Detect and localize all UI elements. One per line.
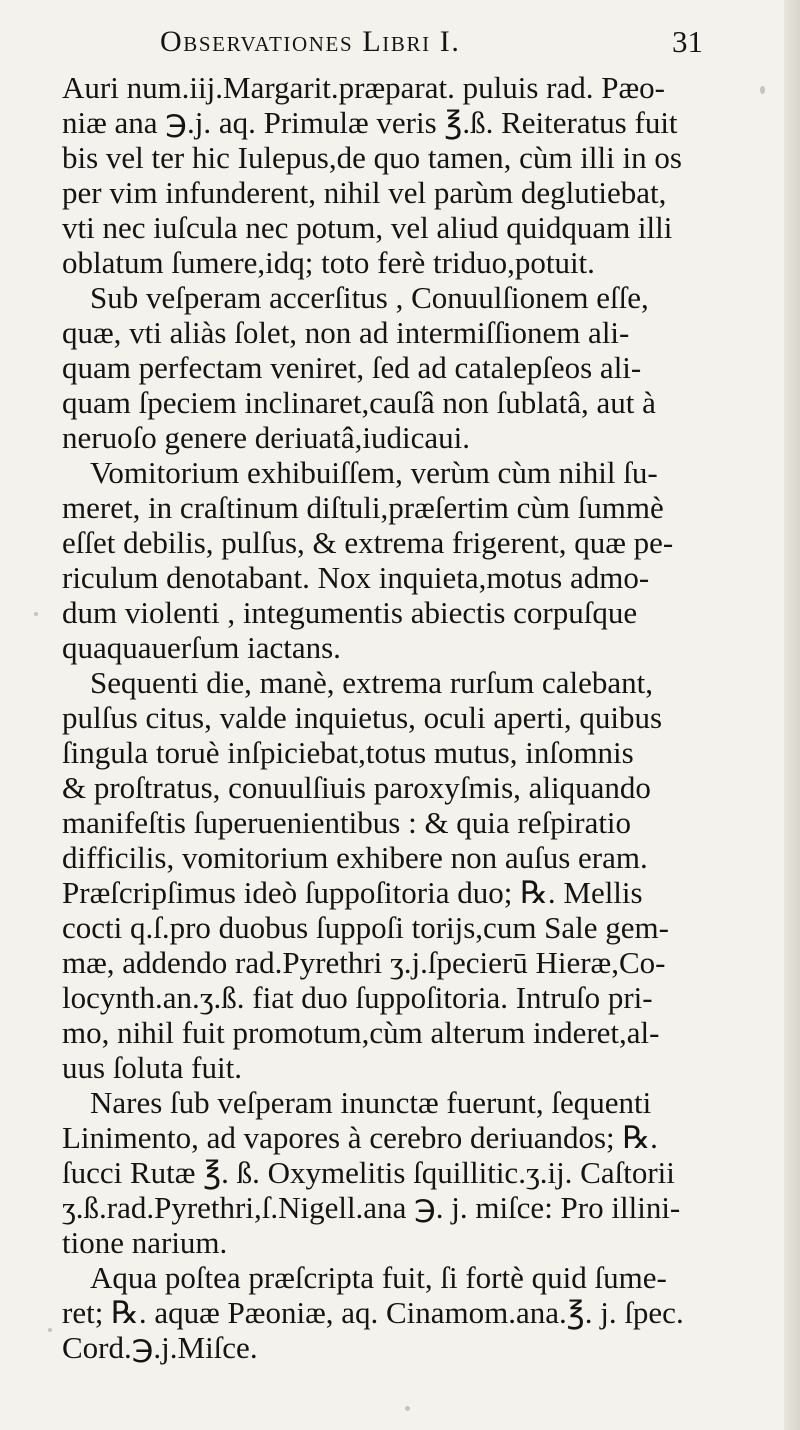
text-line: neruoſo genere deriuatâ,iudicaui. <box>62 420 470 455</box>
text-line: uus ſoluta fuit. <box>62 1050 242 1085</box>
text-line: manifeſtis ſuperuenientibus : & quia reſpiratio <box>62 805 632 840</box>
text-line: bis vel ter hic Iulepus,de quo tamen, cùm illi in os <box>62 140 682 175</box>
body-text <box>62 70 722 1365</box>
page-number: 31 <box>672 24 703 59</box>
text-line: quæ, vti aliàs ſolet, non ad intermiſſionem ali- <box>62 315 630 350</box>
text-line: ʒ.ß.rad.Pyrethri,ſ.Nigell.ana ℈. j. miſce: Pro illini- <box>62 1190 681 1225</box>
text-line: Præſcripſimus ideò ſuppoſitoria duo; ℞. Mellis <box>62 875 643 910</box>
paper-speck <box>405 1406 410 1411</box>
text-line: pulſus citus, valde inquietus, oculi aperti, quibus <box>62 700 663 735</box>
paper-speck <box>760 86 765 94</box>
text-line: Linimento, ad vapores à cerebro deriuandos; ℞. <box>62 1120 658 1155</box>
paragraph-first-line: Vomitorium exhibuiſſem, verùm cùm nihil ſu- <box>90 455 658 490</box>
paragraph-first-line: Sub veſperam accerſitus , Conuulſionem eſſe, <box>90 280 649 315</box>
text-line: quam ſpeciem inclinaret,cauſâ non ſublatâ, aut à <box>62 385 656 420</box>
text-line: mo, nihil fuit promotum,cùm alterum inderet,al- <box>62 1015 660 1050</box>
text-line: & proſtratus, conuulſiuis paroxyſmis, aliquando <box>62 770 651 805</box>
paper-speck <box>48 1328 52 1332</box>
text-line: tione narium. <box>62 1225 228 1260</box>
text-line: oblatum ſumere,idq; toto ferè triduo,potuit. <box>62 245 595 280</box>
paper-speck <box>34 612 38 616</box>
paragraph-first-line: Nares ſub veſperam inunctæ fuerunt, ſequenti <box>90 1085 652 1120</box>
text-line: ret; ℞. aquæ Pæoniæ, aq. Cinamom.ana.℥. j. ſpec. <box>62 1295 684 1330</box>
paragraph-first-line: Aqua poſtea præſcripta fuit, ſi fortè quid ſume- <box>90 1260 667 1295</box>
text-line: quaquauerſum iactans. <box>62 630 341 665</box>
page-header <box>160 22 720 64</box>
running-head: Observationes Libri I. <box>160 25 461 58</box>
text-line: ſingula toruè inſpiciebat,totus mutus, inſomnis <box>62 735 634 770</box>
text-line: Auri num.iij.Margarit.præparat. puluis rad. Pæo- <box>62 70 665 105</box>
text-line: ſucci Rutæ ℥. ß. Oxymelitis ſquillitic.ʒ.ij. Caſtorii <box>62 1155 675 1190</box>
text-line: riculum denotabant. Nox inquieta,motus admo- <box>62 560 650 595</box>
text-line: locynth.an.ʒ.ß. fiat duo ſuppoſitoria. Intruſo pri- <box>62 980 653 1015</box>
text-line: eſſet debilis, pulſus, & extrema frigerent, quæ pe- <box>62 525 674 560</box>
paragraph-first-line: Sequenti die, manè, extrema rurſum calebant, <box>90 665 653 700</box>
paper-edge <box>784 0 800 1430</box>
text-line: cocti q.ſ.pro duobus ſuppoſi torijs,cum Sale gem- <box>62 910 669 945</box>
text-line: meret, in craſtinum diſtuli,præſertim cùm ſummè <box>62 490 664 525</box>
text-line: Cord.℈.j.Miſce. <box>62 1330 258 1365</box>
text-line: niæ ana ℈.j. aq. Primulæ veris ℥.ß. Reiteratus fuit <box>62 105 678 140</box>
text-line: mæ, addendo rad.Pyrethri ʒ.j.ſpecierū Hieræ,Co- <box>62 945 666 980</box>
text-line: difficilis, vomitorium exhibere non auſus eram. <box>62 840 648 875</box>
text-line: dum violenti , integumentis abiectis corpuſque <box>62 595 638 630</box>
text-line: per vim infunderent, nihil vel parùm deglutiebat, <box>62 175 667 210</box>
text-line: vti nec iuſcula nec potum, vel aliud quidquam illi <box>62 210 673 245</box>
text-line: quam perfectam veniret, ſed ad catalepſeos ali- <box>62 350 642 385</box>
